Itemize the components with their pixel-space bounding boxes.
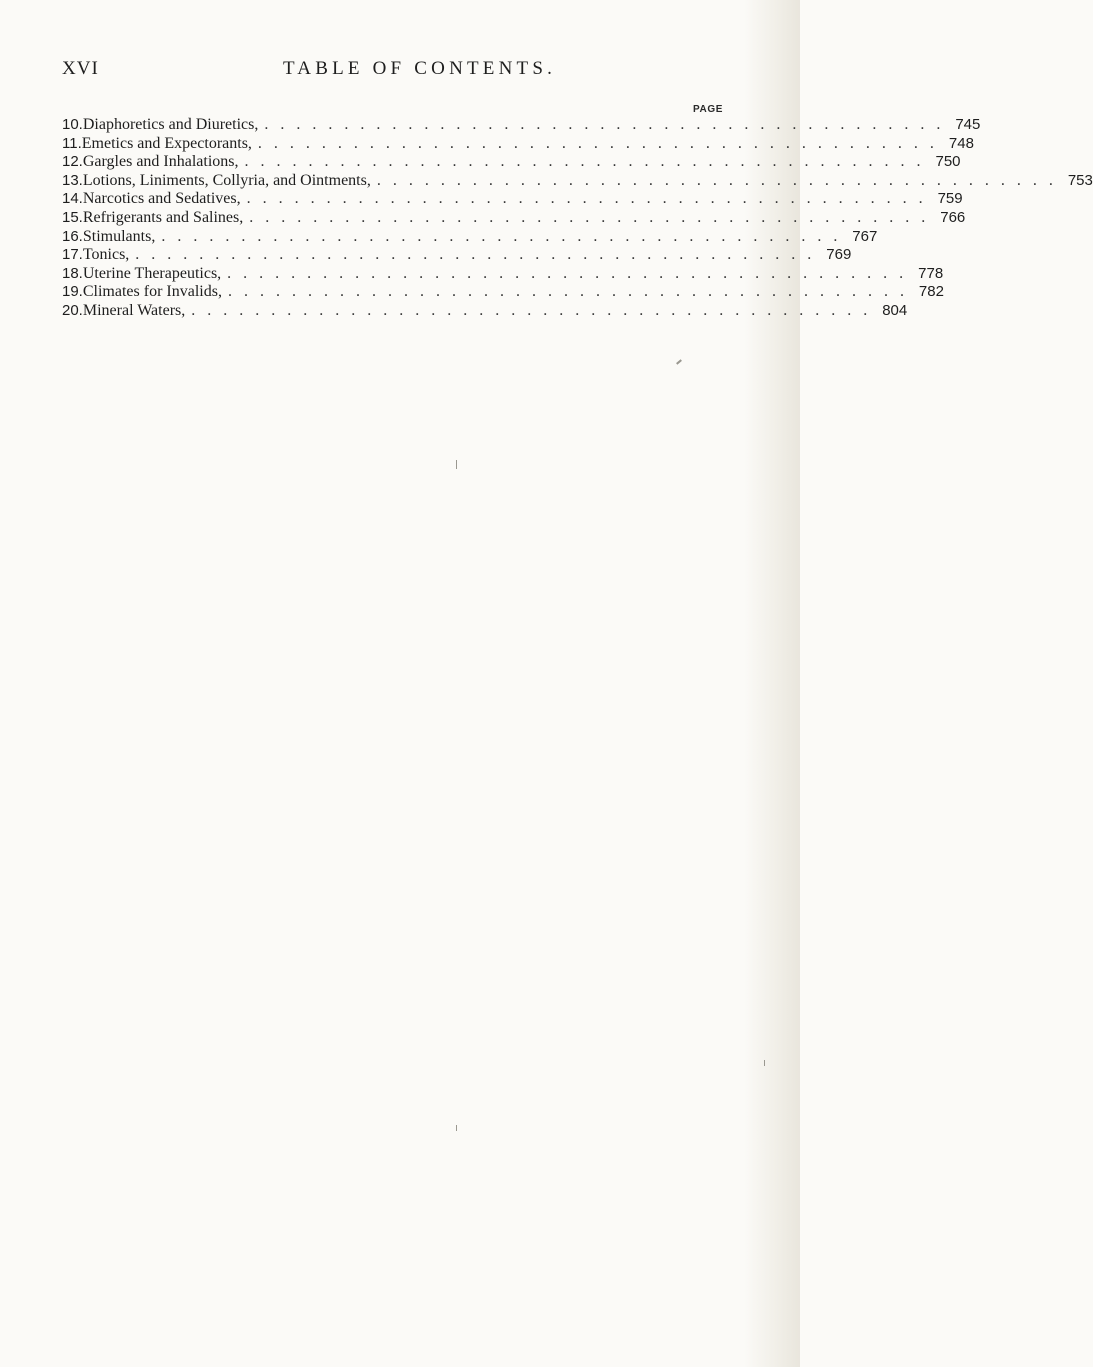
entry-number: 20. [62,301,83,319]
entry-page-number: 766 [940,208,966,226]
toc-entry [62,301,908,321]
toc-entry [62,227,878,247]
scan-speck [456,460,457,469]
entry-page-number: 767 [852,227,878,245]
toc-entry [62,246,852,265]
dot-leader: ........................................... [264,116,953,133]
entry-title: Emetics and Expectorants, [81,134,252,152]
entry-title: Stimulants, [82,227,156,245]
dot-leader: ........................................... [244,153,933,171]
toc-entry [62,134,974,154]
entry-title: Diaphoretics and Diuretics, [82,116,259,133]
entry-title: Refrigerants and Salines, [82,208,244,226]
entry-page-number: 804 [882,301,908,319]
page-column-label: PAGE [693,104,723,115]
table-of-contents [62,116,1093,321]
entry-title: Lotions, Liniments, Collyria, and Ointments, [82,171,371,189]
dot-leader: ........................................... [376,171,1065,189]
scan-speck [676,359,682,364]
entry-page-number: 753 [1067,171,1093,189]
entry-number: 15. [62,208,83,226]
entry-number: 19. [62,283,83,301]
dot-leader: ........................................... [135,246,824,264]
dot-leader: ........................................... [191,301,880,319]
entry-number: 16. [62,227,83,245]
toc-entry [62,171,1093,191]
dot-leader: ........................................... [227,264,916,282]
dot-leader: ........................................... [249,208,938,226]
entry-title: Gargles and Inhalations, [82,153,239,171]
toc-entry [62,264,944,284]
toc-entry [62,190,963,209]
entry-title: Narcotics and Sedatives, [82,190,241,208]
scan-speck [764,1060,765,1066]
entry-title: Climates for Invalids, [82,283,222,301]
entry-number: 10. [62,116,83,133]
dot-leader: ........................................... [257,134,946,152]
dot-leader: ........................................... [227,283,916,301]
entry-number: 14. [62,190,83,208]
dot-leader: ........................................... [161,227,850,245]
entry-title: Mineral Waters, [82,301,186,319]
entry-page-number: 750 [935,153,961,171]
toc-entry [62,116,981,135]
dot-leader: ........................................... [246,190,935,208]
entry-title: Tonics, [82,246,130,264]
running-head [62,58,762,82]
entry-page-number: 745 [955,116,981,133]
entry-number: 12. [62,153,83,171]
toc-entry [62,283,944,302]
page-title: TABLE OF CONTENTS. [283,58,557,79]
entry-page-number: 748 [948,134,974,152]
entry-page-number: 769 [826,246,852,264]
page-folio: XVI [62,58,99,79]
entry-page-number: 778 [918,264,944,282]
entry-title: Uterine Therapeutics, [82,264,222,282]
toc-entry [62,153,961,172]
scan-speck [456,1125,457,1131]
entry-number: 11. [62,134,82,152]
entry-number: 13. [62,171,83,189]
entry-page-number: 782 [918,283,944,301]
toc-entry [62,208,966,228]
entry-number: 18. [62,264,83,282]
entry-page-number: 759 [937,190,963,208]
entry-number: 17. [62,246,83,264]
